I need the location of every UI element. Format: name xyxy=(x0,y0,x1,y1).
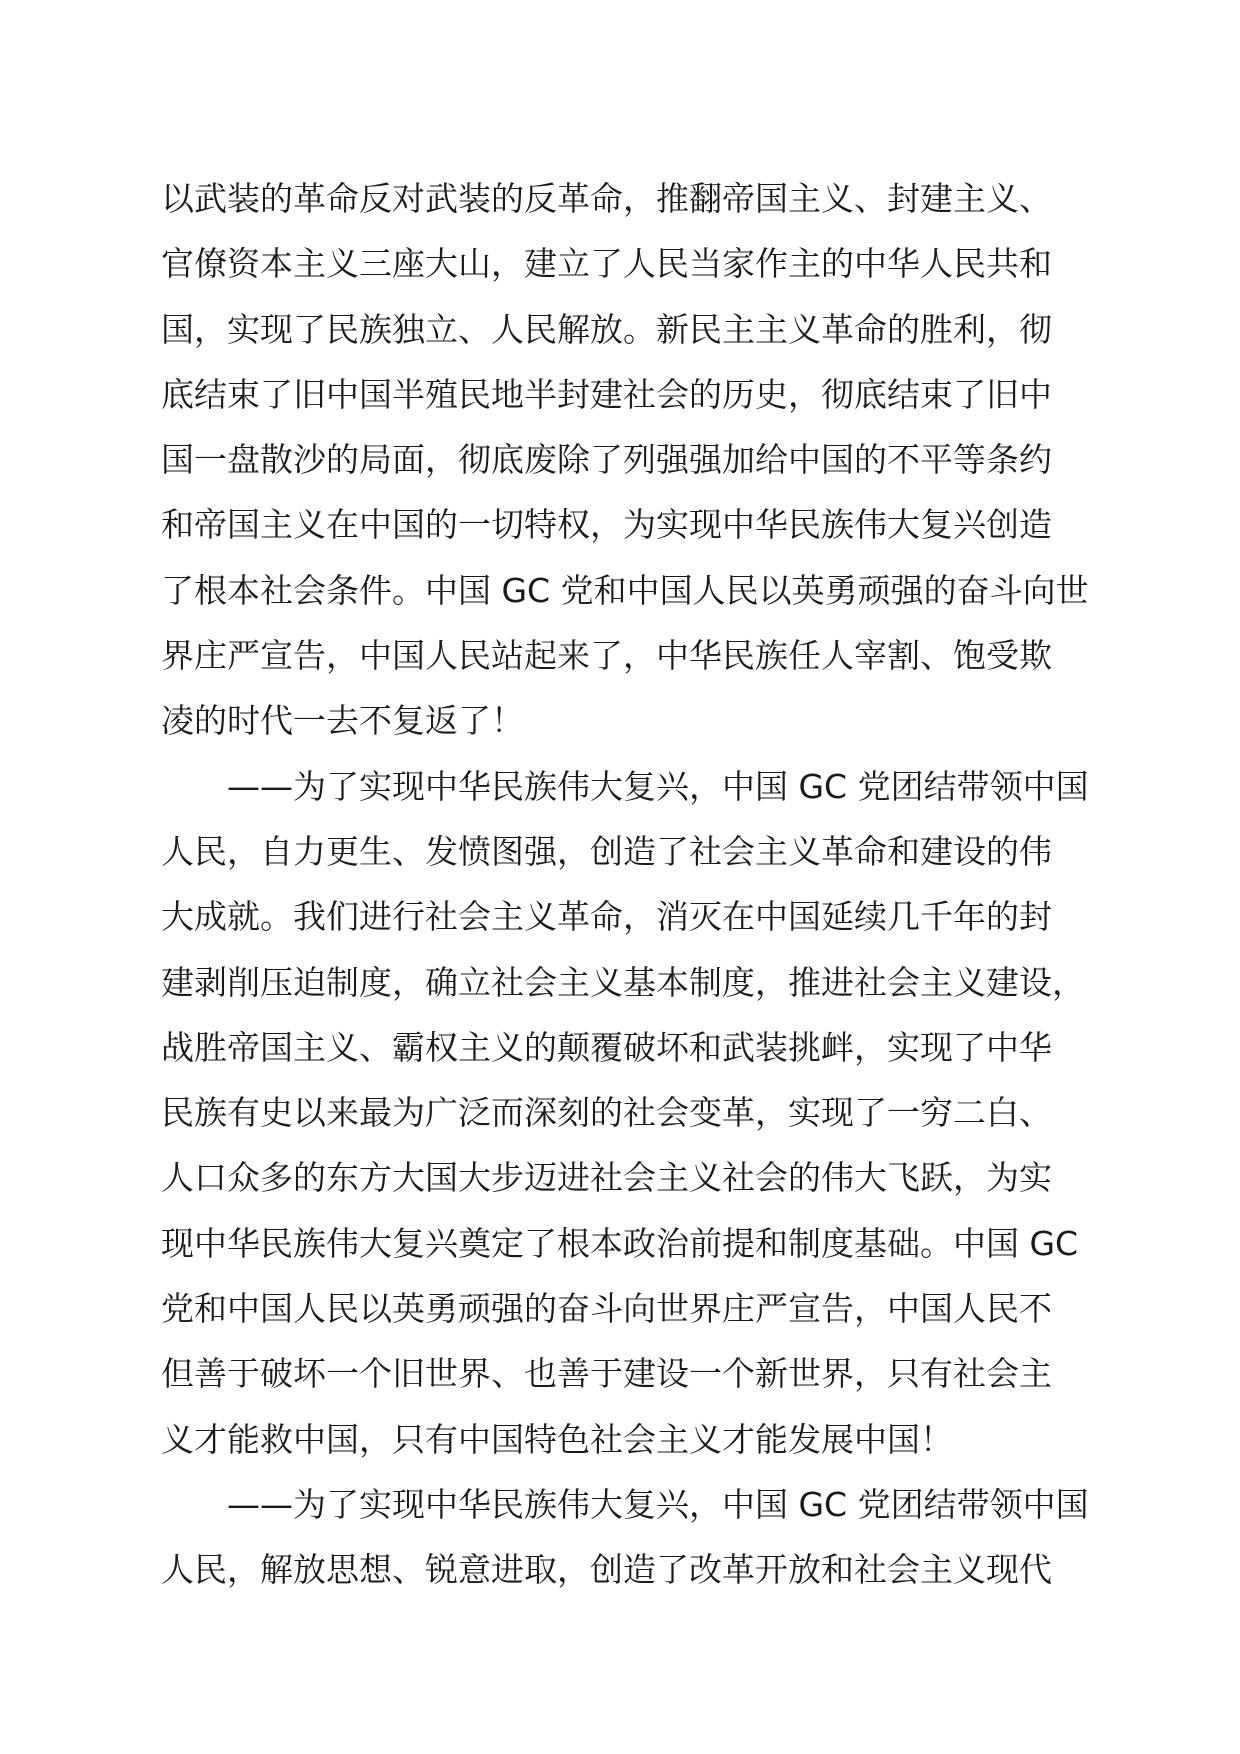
text-line: 界庄严宣告，中国人民站起来了，中华民族任人宰割、饱受欺 xyxy=(161,636,1052,676)
text-line: 了根本社会条件。中国 GC 党和中国人民以英勇顽强的奋斗向世 xyxy=(161,570,1089,610)
text-line: 人口众多的东方大国大步迈进社会主义社会的伟大飞跃，为实 xyxy=(161,1158,1052,1198)
text-line: 人民，自力更生、发愤图强，创造了社会主义革命和建设的伟 xyxy=(161,831,1052,871)
text-line: 建剥削压迫制度，确立社会主义基本制度，推进社会主义建设， xyxy=(161,962,1085,1002)
text-line: 现中华民族伟大复兴奠定了根本政治前提和制度基础。中国 GC xyxy=(161,1223,1079,1263)
text-line: 义才能救中国，只有中国特色社会主义才能发展中国！ xyxy=(161,1419,953,1459)
text-line: 国，实现了民族独立、人民解放。新民主主义革命的胜利，彻 xyxy=(161,309,1052,349)
text-line: 国一盘散沙的局面，彻底废除了列强强加给中国的不平等条约 xyxy=(161,440,1052,480)
text-line: 和帝国主义在中国的一切特权，为实现中华民族伟大复兴创造 xyxy=(161,505,1052,545)
text-line: 但善于破坏一个旧世界、也善于建设一个新世界，只有社会主 xyxy=(161,1354,1052,1394)
body-text xyxy=(161,166,1121,1603)
text-line: 底结束了旧中国半殖民地半封建社会的历史，彻底结束了旧中 xyxy=(161,374,1052,414)
text-line: 大成就。我们进行社会主义革命，消灭在中国延续几千年的封 xyxy=(161,897,1052,937)
text-line: 民族有史以来最为广泛而深刻的社会变革，实现了一穷二白、 xyxy=(161,1093,1052,1133)
text-line: 战胜帝国主义、霸权主义的颠覆破坏和武装挑衅，实现了中华 xyxy=(161,1027,1052,1067)
text-line: 以武装的革命反对武装的反革命，推翻帝国主义、封建主义、 xyxy=(161,179,1052,218)
text-line: 官僚资本主义三座大山，建立了人民当家作主的中华人民共和 xyxy=(161,244,1052,284)
text-line: ——为了实现中华民族伟大复兴，中国 GC 党团结带领中国 xyxy=(161,1484,1089,1524)
text-line: 党和中国人民以英勇顽强的奋斗向世界庄严宣告，中国人民不 xyxy=(161,1289,1052,1329)
text-line: 人民，解放思想、锐意进取，创造了改革开放和社会主义现代 xyxy=(161,1550,1052,1590)
text-line: ——为了实现中华民族伟大复兴，中国 GC 党团结带领中国 xyxy=(161,766,1089,806)
text-line: 凌的时代一去不复返了！ xyxy=(161,701,524,741)
